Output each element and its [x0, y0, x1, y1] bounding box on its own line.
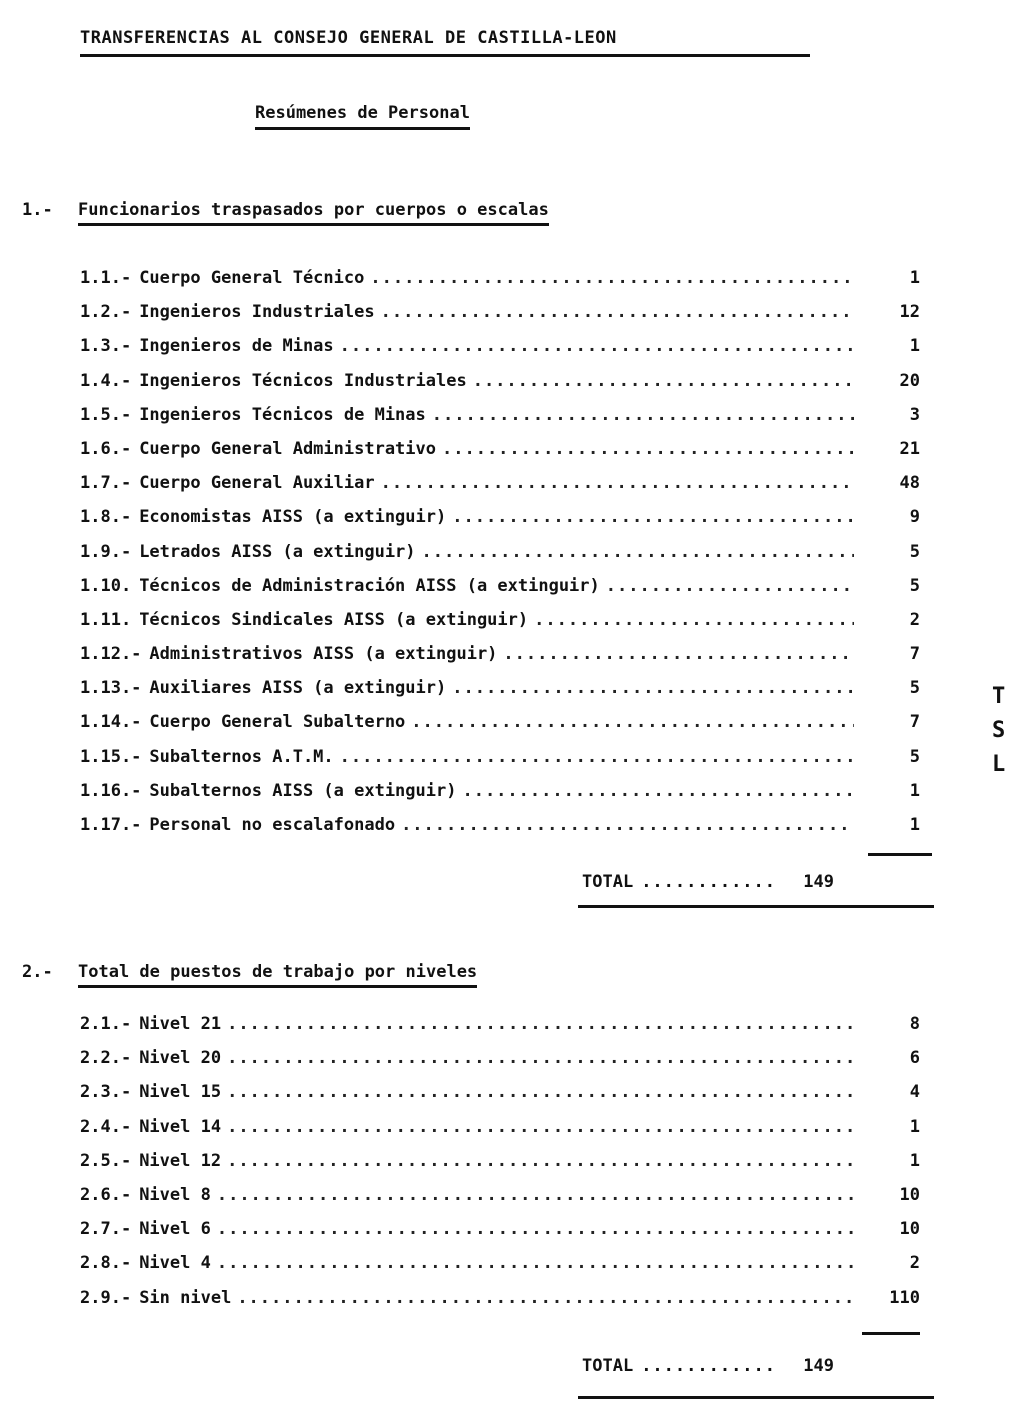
item-value: 2 [909, 609, 920, 630]
item-value: 7 [909, 644, 920, 665]
list-item [80, 576, 920, 610]
item-label: Nivel 21 [139, 1014, 222, 1034]
item-code: 1.8.- [80, 507, 132, 528]
leader-dots [401, 815, 854, 835]
leader-dots [237, 1288, 854, 1308]
item-code: 1.14.- [80, 712, 142, 733]
document-subtitle: Resúmenes de Personal [255, 103, 470, 130]
margin-mark: S [992, 718, 1006, 743]
list-item [80, 268, 920, 302]
leader-dots [432, 405, 854, 425]
item-code: 1.11. [80, 609, 132, 630]
item-code: 1.9.- [80, 541, 132, 562]
item-code: 1.15.- [80, 746, 142, 767]
leader-dots [422, 542, 854, 562]
list-item [80, 644, 920, 678]
item-value: 5 [909, 746, 920, 767]
item-code: 2.7.- [80, 1219, 132, 1240]
list-item [80, 1082, 920, 1116]
list-item [80, 439, 920, 473]
list-item [80, 542, 920, 576]
section-1-total-row [582, 872, 834, 892]
item-label: Letrados AISS (a extinguir) [139, 541, 416, 562]
item-value: 48 [899, 473, 920, 494]
list-item [80, 1151, 920, 1185]
leader-dots [473, 371, 854, 391]
item-label: Ingenieros Técnicos de Minas [139, 404, 426, 425]
item-value: 12 [899, 302, 920, 323]
item-label: Ingenieros Técnicos Industriales [139, 370, 467, 391]
item-label: Nivel 4 [139, 1253, 211, 1274]
item-label: Cuerpo General Subalterno [149, 712, 406, 733]
section-1-number: 1.- [22, 200, 53, 220]
leader-dots: ............ [641, 872, 777, 892]
list-item [80, 815, 920, 849]
leader-dots [227, 1014, 854, 1034]
item-value: 4 [909, 1082, 920, 1103]
leader-dots [227, 1117, 854, 1137]
section-1-list [80, 268, 920, 849]
item-value: 9 [909, 507, 920, 528]
item-value: 10 [899, 1219, 920, 1240]
list-item [80, 678, 920, 712]
leader-dots [217, 1253, 854, 1273]
list-item [80, 1048, 920, 1082]
item-value: 10 [899, 1184, 920, 1205]
margin-mark: L [992, 752, 1006, 777]
item-value: 1 [909, 268, 920, 288]
item-label: Ingenieros de Minas [139, 336, 334, 357]
list-item [80, 1185, 920, 1219]
list-item [80, 1219, 920, 1253]
item-code: 1.1.- [80, 268, 132, 288]
leader-dots [503, 644, 854, 664]
total-underline [578, 905, 934, 908]
item-value: 5 [909, 541, 920, 562]
item-value: 5 [909, 678, 920, 699]
item-code: 1.10. [80, 575, 132, 596]
section-1-heading [22, 200, 549, 220]
list-item [80, 712, 920, 746]
item-label: Subalternos AISS (a extinguir) [149, 780, 457, 801]
item-label: Técnicos de Administración AISS (a extinguir) [139, 575, 600, 596]
leader-dots [217, 1219, 854, 1239]
leader-dots [452, 678, 854, 698]
item-value: 2 [909, 1253, 920, 1274]
leader-dots [381, 473, 854, 493]
item-code: 1.5.- [80, 404, 132, 425]
leader-dots [442, 439, 854, 459]
list-item [80, 1253, 920, 1287]
margin-marks [992, 680, 1022, 782]
item-code: 2.4.- [80, 1116, 132, 1137]
item-label: Nivel 6 [139, 1219, 211, 1240]
item-label: Ingenieros Industriales [139, 302, 375, 323]
item-value: 6 [909, 1048, 920, 1069]
item-code: 1.3.- [80, 336, 132, 357]
leader-dots [340, 747, 854, 767]
list-item [80, 781, 920, 815]
item-label: Nivel 14 [139, 1116, 222, 1137]
item-label: Personal no escalafonado [149, 815, 396, 835]
leader-dots [452, 507, 854, 527]
list-item [80, 1288, 920, 1322]
item-value: 5 [909, 575, 920, 596]
item-code: 1.7.- [80, 473, 132, 494]
item-code: 1.13.- [80, 678, 142, 699]
total-value: 149 [803, 1356, 835, 1376]
item-value: 1 [909, 1150, 920, 1171]
item-label: Administrativos AISS (a extinguir) [149, 644, 498, 665]
list-item [80, 1014, 920, 1048]
leader-dots [227, 1048, 854, 1068]
leader-dots [606, 576, 854, 596]
margin-mark: T [992, 684, 1006, 709]
list-item [80, 405, 920, 439]
item-label: Subalternos A.T.M. [149, 746, 334, 767]
item-code: 1.16.- [80, 780, 142, 801]
item-code: 2.6.- [80, 1184, 132, 1205]
section-2-number: 2.- [22, 962, 53, 982]
leader-dots [534, 610, 854, 630]
section-2-list [80, 1014, 920, 1322]
total-label: TOTAL [582, 872, 634, 892]
item-code: 2.8.- [80, 1253, 132, 1274]
total-label: TOTAL [582, 1356, 634, 1376]
item-code: 2.9.- [80, 1287, 132, 1308]
leader-dots [217, 1185, 854, 1205]
item-value: 21 [899, 438, 920, 459]
document-title: TRANSFERENCIAS AL CONSEJO GENERAL DE CASTILLA-LEON [80, 28, 810, 57]
leader-dots [227, 1151, 854, 1171]
item-label: Cuerpo General Administrativo [139, 438, 436, 459]
total-underline [578, 1396, 934, 1399]
list-item [80, 336, 920, 370]
item-label: Sin nivel [139, 1287, 232, 1308]
item-code: 2.1.- [80, 1014, 132, 1034]
item-code: 1.6.- [80, 438, 132, 459]
list-item [80, 371, 920, 405]
leader-dots [227, 1082, 854, 1102]
subtotal-rule [868, 853, 932, 856]
list-item [80, 473, 920, 507]
list-item [80, 507, 920, 541]
leader-dots [381, 302, 854, 322]
item-code: 1.2.- [80, 302, 132, 323]
list-item [80, 1117, 920, 1151]
item-label: Cuerpo General Auxiliar [139, 473, 375, 494]
item-label: Nivel 20 [139, 1048, 222, 1069]
section-1-title: Funcionarios traspasados por cuerpos o escalas [78, 200, 549, 226]
item-value: 20 [899, 370, 920, 391]
item-label: Cuerpo General Técnico [139, 268, 365, 288]
subtotal-rule [862, 1332, 920, 1335]
item-value: 1 [909, 780, 920, 801]
list-item [80, 610, 920, 644]
item-value: 1 [909, 1116, 920, 1137]
item-label: Auxiliares AISS (a extinguir) [149, 678, 447, 699]
leader-dots [411, 712, 854, 732]
item-value: 7 [909, 712, 920, 733]
item-label: Nivel 15 [139, 1082, 222, 1103]
item-value: 1 [909, 815, 920, 835]
list-item [80, 747, 920, 781]
leader-dots [340, 336, 854, 356]
leader-dots [462, 781, 854, 801]
item-code: 1.17.- [80, 815, 142, 835]
item-code: 1.4.- [80, 370, 132, 391]
item-label: Economistas AISS (a extinguir) [139, 507, 447, 528]
item-label: Técnicos Sindicales AISS (a extinguir) [139, 609, 529, 630]
item-value: 110 [889, 1287, 920, 1308]
leader-dots [370, 268, 854, 288]
item-value: 8 [909, 1014, 920, 1034]
section-2-title: Total de puestos de trabajo por niveles [78, 962, 477, 988]
item-code: 2.2.- [80, 1048, 132, 1069]
item-label: Nivel 12 [139, 1150, 222, 1171]
item-code: 2.3.- [80, 1082, 132, 1103]
item-value: 1 [909, 336, 920, 357]
item-code: 2.5.- [80, 1150, 132, 1171]
leader-dots: ............ [641, 1356, 777, 1376]
list-item [80, 302, 920, 336]
item-value: 3 [909, 404, 920, 425]
section-2-heading [22, 962, 477, 982]
total-value: 149 [803, 872, 835, 892]
item-label: Nivel 8 [139, 1184, 211, 1205]
item-code: 1.12.- [80, 644, 142, 665]
section-2-total-row [582, 1356, 834, 1376]
